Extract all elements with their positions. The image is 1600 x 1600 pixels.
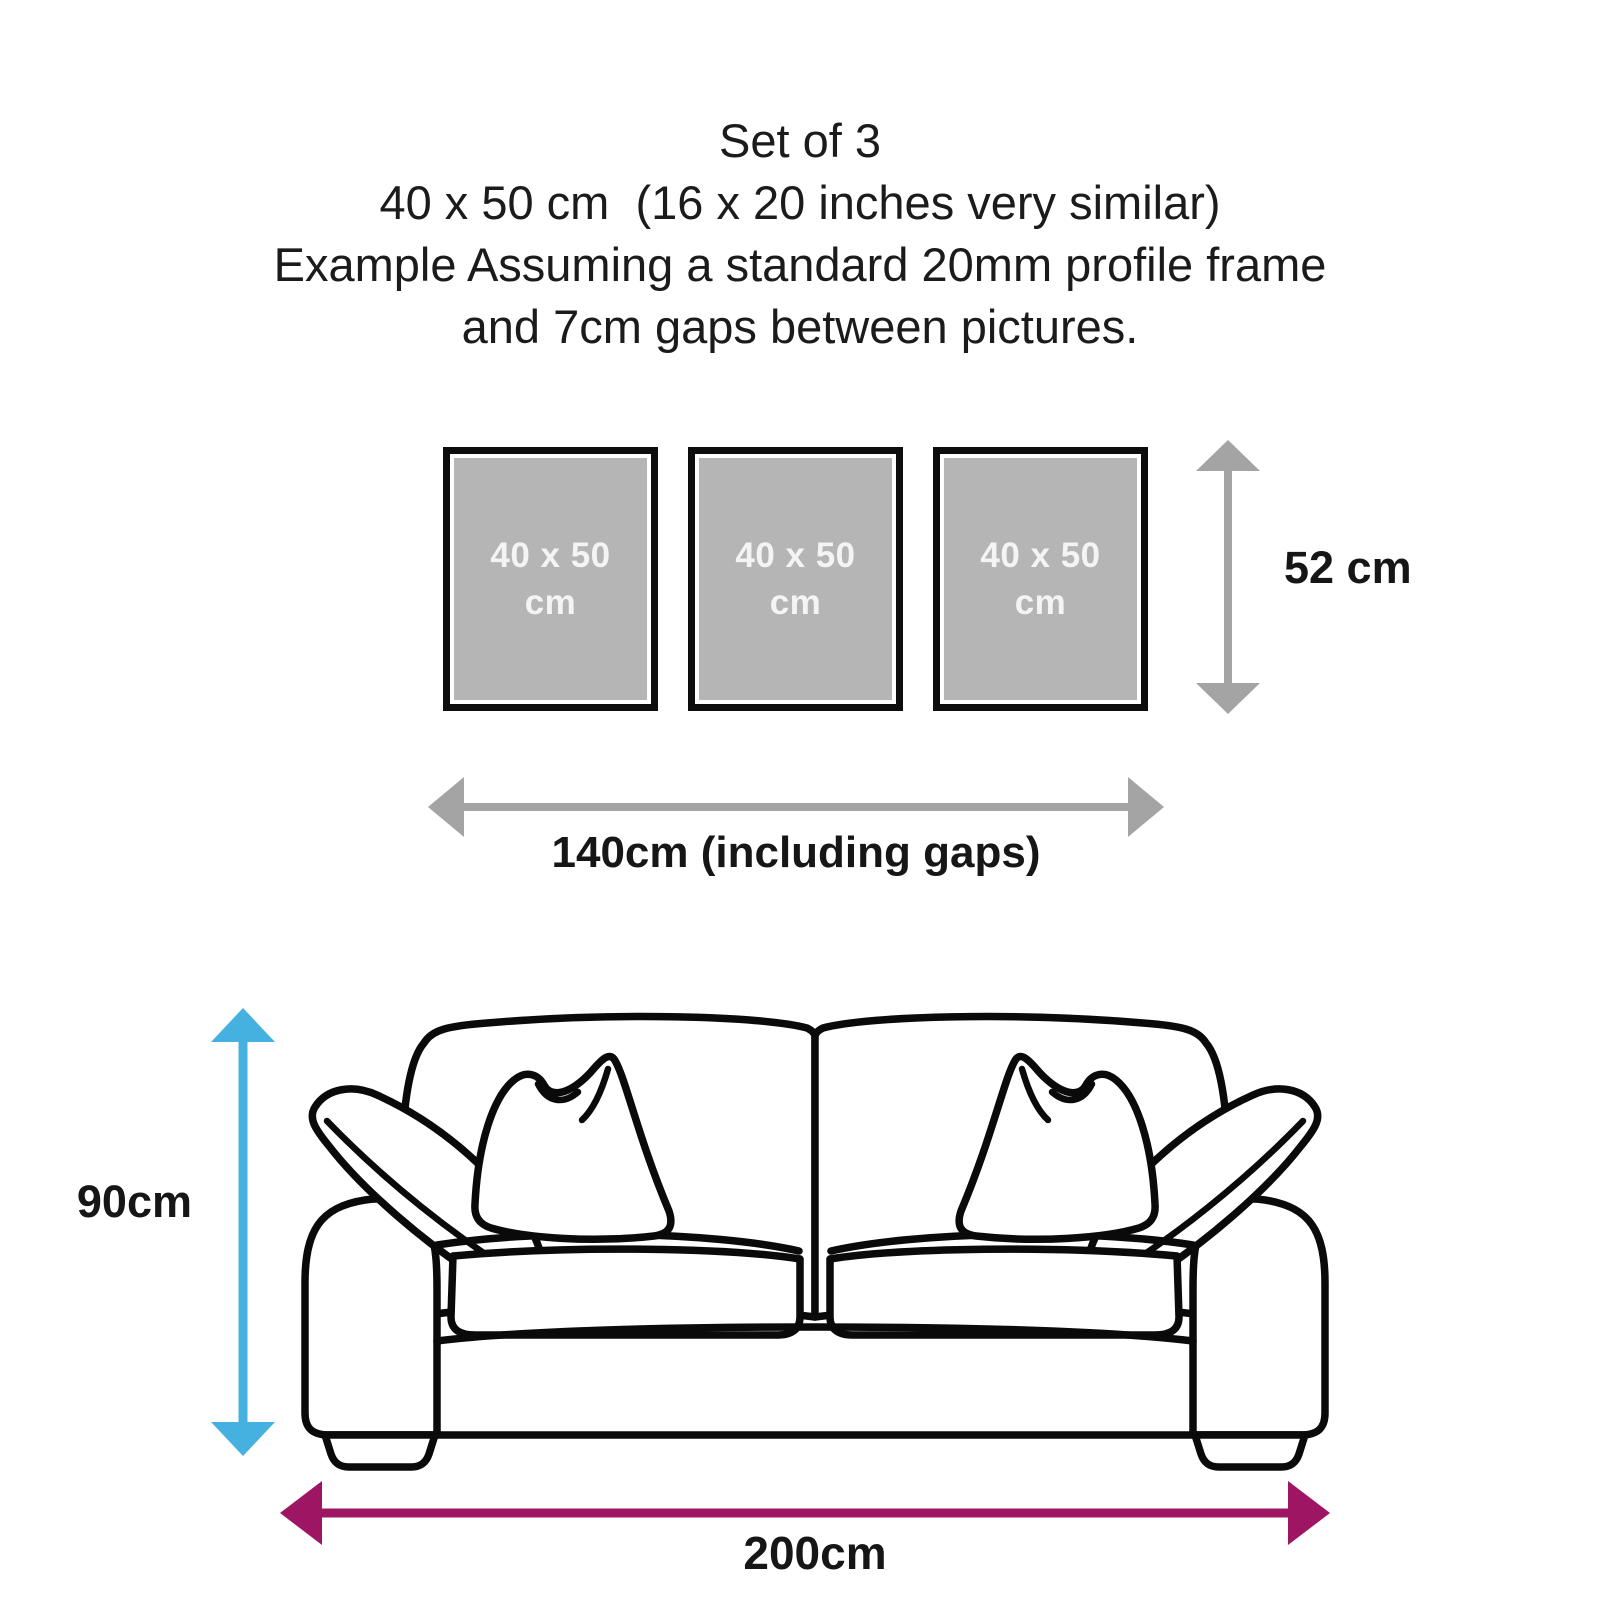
frame-1-size-label: 40 x 50 <box>490 536 611 575</box>
sofa-base-top-line <box>437 1327 1193 1341</box>
picture-frame-3 <box>933 447 1148 711</box>
frame-1-artwork <box>454 458 647 700</box>
frames-width-label: 140cm (including gaps) <box>551 828 1041 877</box>
frame-height-label: 52 cm <box>1284 542 1412 593</box>
frame-1-unit-label: cm <box>524 583 577 622</box>
frame-height-double-arrow-icon <box>1196 440 1260 714</box>
title-line-2: 40 x 50 cm (16 x 20 inches very similar) <box>379 176 1221 229</box>
frame-2-artwork <box>699 458 892 700</box>
sofa-foot-left <box>325 1435 435 1467</box>
frame-3-unit-label: cm <box>1014 583 1067 622</box>
sofa-height-double-arrow-icon <box>211 1008 275 1456</box>
sofa-illustration <box>285 985 1345 1475</box>
sofa-width-label: 200cm <box>743 1527 887 1579</box>
sofa-seat-cushion-left <box>451 1249 800 1335</box>
title-line-3: Example Assuming a standard 20mm profile frame <box>273 238 1327 291</box>
title-line-4: and 7cm gaps between pictures. <box>461 300 1139 353</box>
picture-frame-2 <box>688 447 903 711</box>
title-line-1: Set of 3 <box>719 114 881 167</box>
frame-2-size-label: 40 x 50 <box>735 536 856 575</box>
sofa-foot-right <box>1195 1435 1305 1467</box>
frame-3-size-label: 40 x 50 <box>980 536 1101 575</box>
page-title <box>0 110 1600 358</box>
picture-frame-1 <box>443 447 658 711</box>
frame-2-unit-label: cm <box>769 583 822 622</box>
sofa-height-label: 90cm <box>76 1176 192 1227</box>
sofa-seat-cushion-right <box>830 1249 1179 1335</box>
frame-3-artwork <box>944 458 1137 700</box>
